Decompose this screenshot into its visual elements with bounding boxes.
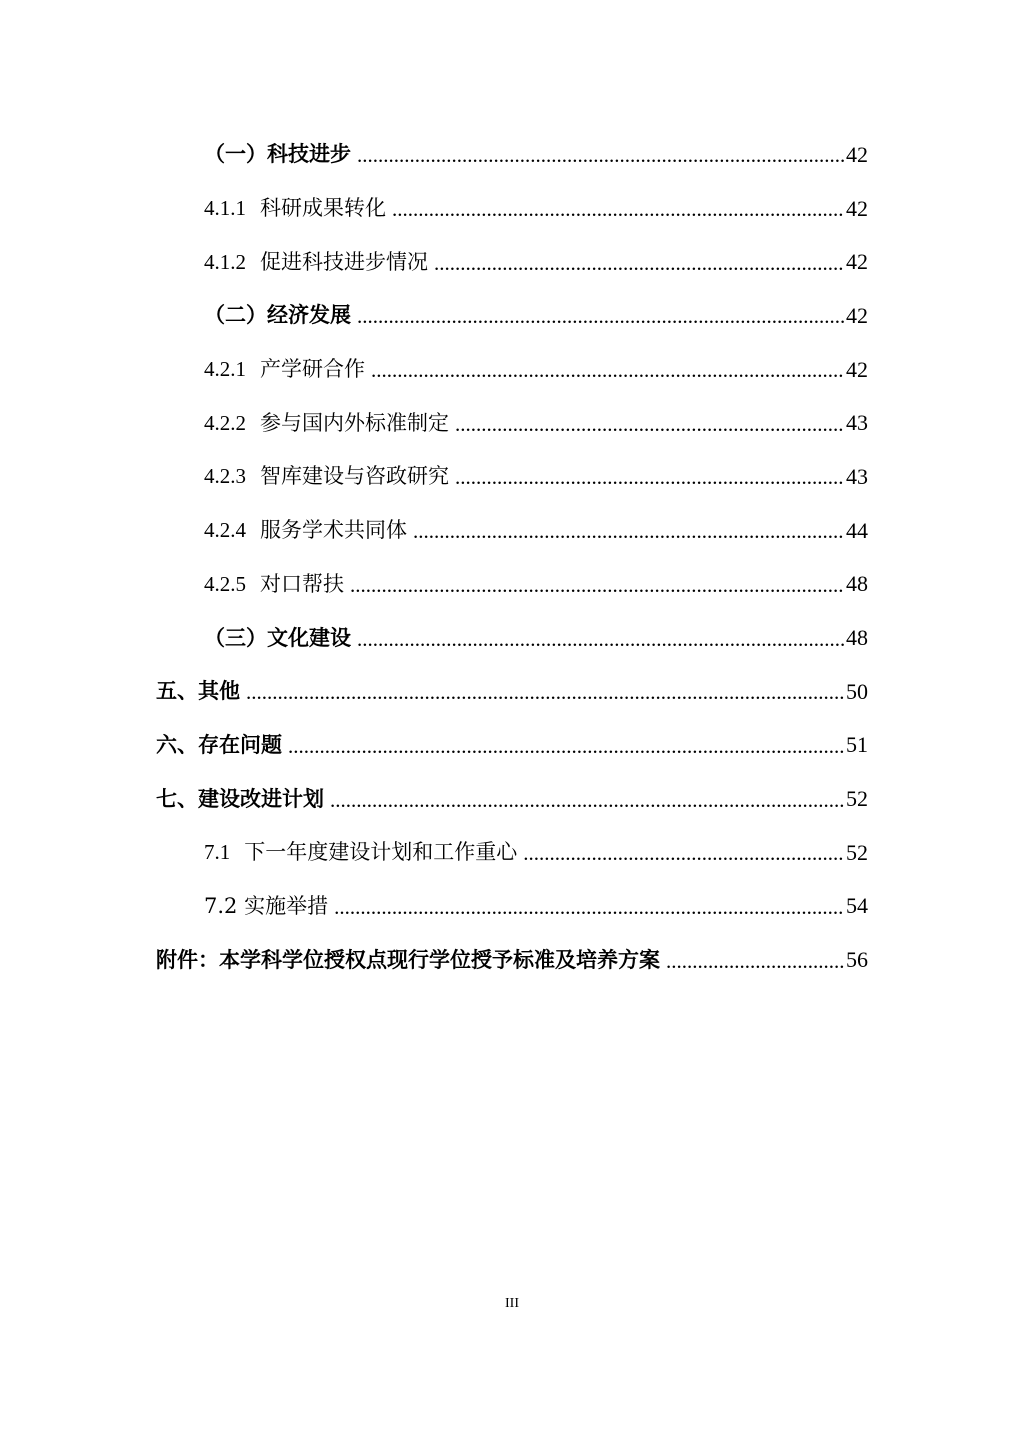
toc-entry-title: 附件：本学科学位授权点现行学位授予标准及培养方案 xyxy=(156,947,660,972)
dot-leader xyxy=(455,414,844,435)
toc-entry-4-2-1[interactable] xyxy=(0,343,1024,397)
toc-entry-science-tech-progress[interactable] xyxy=(0,128,1024,182)
toc-entry-title: （二）经济发展 xyxy=(204,303,351,328)
toc-section-number: 4.2.4 xyxy=(204,518,246,543)
dot-leader xyxy=(392,199,844,220)
toc-page-number: 50 xyxy=(846,678,868,704)
toc-entry-title: 智库建设与咨政研究 xyxy=(260,464,449,489)
toc-entry-title: 服务学术共同体 xyxy=(260,518,407,543)
toc-page-number: 54 xyxy=(846,893,868,919)
toc-entry-4-2-4[interactable] xyxy=(0,504,1024,558)
toc-entry-label xyxy=(204,842,517,863)
toc-entry-title: 六、存在问题 xyxy=(156,732,282,757)
toc-section-number: 4.2.1 xyxy=(204,357,246,382)
toc-page-number: 48 xyxy=(846,571,868,597)
toc-entry-4-1-1[interactable] xyxy=(0,182,1024,236)
toc-entry-title: 下一年度建设计划和工作重心 xyxy=(244,840,518,865)
toc-entry-title: （一）科技进步 xyxy=(204,142,351,167)
toc-page-number: 42 xyxy=(846,302,868,328)
toc-entry-label xyxy=(204,520,407,541)
dot-leader xyxy=(288,736,844,757)
dot-leader xyxy=(434,253,844,274)
toc-section-number: 7.1 xyxy=(204,840,231,865)
toc-entry-7-2[interactable] xyxy=(0,880,1024,934)
toc-page-number: 42 xyxy=(846,195,868,221)
toc-page-number: 48 xyxy=(846,625,868,651)
toc-entry-title: 参与国内外标准制定 xyxy=(260,410,449,435)
toc-section-number: 4.2.3 xyxy=(204,464,246,489)
toc-entry-label xyxy=(204,571,344,596)
toc-entry-existing-problems[interactable] xyxy=(0,719,1024,773)
dot-leader xyxy=(330,790,844,811)
toc-entry-title: 五、其他 xyxy=(156,679,240,704)
dot-leader xyxy=(334,897,844,918)
toc-page-number: 56 xyxy=(846,947,868,973)
toc-entry-cultural-construction[interactable] xyxy=(0,611,1024,665)
toc-page-number: 43 xyxy=(846,463,868,489)
dot-leader xyxy=(455,467,844,488)
toc-entry-7-1[interactable] xyxy=(0,826,1024,880)
toc-section-number: 4.1.1 xyxy=(204,196,246,221)
toc-entry-title: 产学研合作 xyxy=(260,357,365,382)
toc-entry-label xyxy=(204,249,428,274)
dot-leader xyxy=(350,575,844,596)
toc-entry-4-2-5[interactable] xyxy=(0,558,1024,612)
toc-entry-economic-development[interactable] xyxy=(0,289,1024,343)
toc-entry-title: 对口帮扶 xyxy=(260,571,344,596)
toc-entry-title: 七、建设改进计划 xyxy=(156,786,324,811)
toc-entry-label xyxy=(204,198,386,219)
toc-entry-4-1-2[interactable] xyxy=(0,235,1024,289)
toc-page-number: 44 xyxy=(846,517,868,543)
table-of-contents xyxy=(0,128,1024,987)
toc-section-number: 4.2.5 xyxy=(204,571,246,596)
page-footer-number: III xyxy=(505,1296,519,1311)
toc-page-number: 42 xyxy=(846,141,868,167)
dot-leader xyxy=(413,521,844,542)
dot-leader xyxy=(371,360,844,381)
toc-entry-appendix[interactable] xyxy=(0,933,1024,987)
toc-entry-improvement-plan[interactable] xyxy=(0,772,1024,826)
toc-section-number: 4.1.2 xyxy=(204,249,246,274)
toc-page-number: 42 xyxy=(846,249,868,275)
toc-entry-label xyxy=(204,359,365,380)
toc-page-number: 52 xyxy=(846,786,868,812)
toc-entry-title: 科研成果转化 xyxy=(260,196,386,221)
dot-leader xyxy=(357,306,844,327)
dot-leader xyxy=(523,843,844,864)
toc-page-number: 42 xyxy=(846,356,868,382)
toc-entry-4-2-3[interactable] xyxy=(0,450,1024,504)
toc-page-number: 52 xyxy=(846,839,868,865)
toc-entry-label xyxy=(204,410,449,435)
toc-entry-title: （三）文化建设 xyxy=(204,625,351,650)
toc-page-number: 51 xyxy=(846,732,868,758)
dot-leader xyxy=(246,682,844,703)
dot-leader xyxy=(357,629,844,650)
toc-entry-other[interactable] xyxy=(0,665,1024,719)
toc-entry-4-2-2[interactable] xyxy=(0,396,1024,450)
toc-page-number: 43 xyxy=(846,410,868,436)
toc-section-number: 4.2.2 xyxy=(204,410,246,435)
toc-entry-title: 7.2 实施举措 xyxy=(204,893,329,918)
toc-entry-label xyxy=(204,466,449,487)
dot-leader xyxy=(666,951,844,972)
dot-leader xyxy=(357,145,844,166)
toc-entry-title: 促进科技进步情况 xyxy=(260,249,428,274)
